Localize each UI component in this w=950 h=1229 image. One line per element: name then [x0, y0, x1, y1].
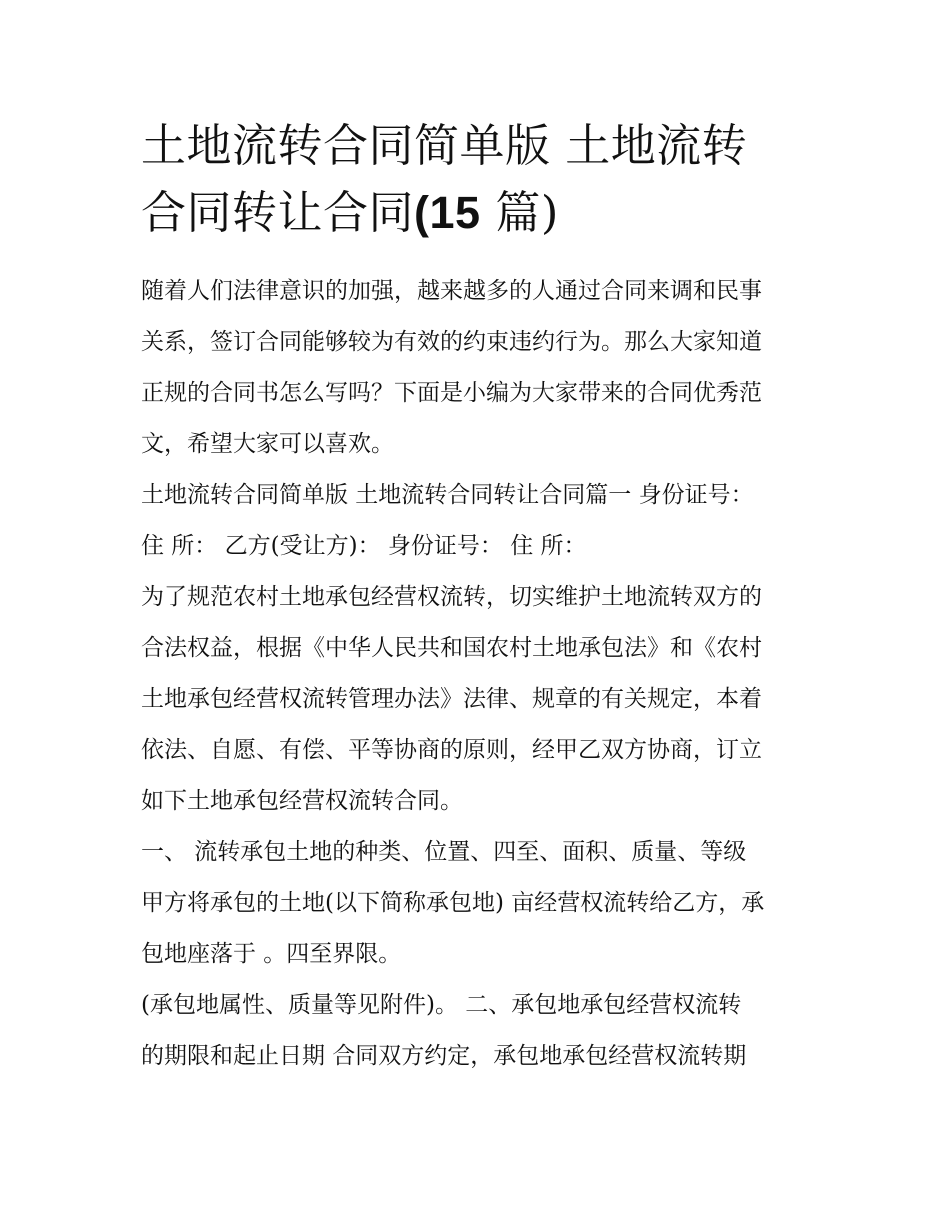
text-line: 土地承包经营权流转管理办法》法律、规章的有关规定，本着 [141, 686, 762, 712]
paragraph-clause-2 [141, 980, 813, 1082]
paragraph-clause-1 [141, 827, 813, 980]
title-count: (15 [414, 187, 481, 238]
title-line-1: 土地流转合同简单版 土地流转 [141, 119, 748, 172]
document-title [141, 112, 813, 246]
text-line: 的期限和起止日期 合同双方约定，承包地承包经营权流转期 [141, 1043, 747, 1069]
text-line: 文，希望大家可以喜欢。 [141, 431, 394, 457]
text-line: 依法、自愿、有偿、平等协商的原则，经甲乙双方协商，订立 [141, 737, 762, 763]
title-line-2-suffix: 篇) [480, 186, 559, 239]
paragraph-parties [141, 470, 813, 572]
document-body [141, 266, 813, 1082]
text-line: 如下土地承包经营权流转合同。 [141, 788, 463, 814]
title-line-2-text: 合同转让合同 [141, 186, 415, 239]
text-line: 一、 流转承包土地的种类、位置、四至、面积、质量、等级 [141, 839, 747, 865]
text-line: 包地座落于 。四至界限。 [141, 941, 402, 967]
text-line: 合法权益，根据《中华人民共和国农村土地承包法》和《农村 [141, 635, 762, 661]
title-line-2 [141, 179, 813, 246]
text-line: 土地流转合同简单版 土地流转合同转让合同篇一 身份证号： [141, 482, 754, 508]
text-line: 住 所： 乙方(受让方)： 身份证号： 住 所： [141, 533, 587, 559]
text-line: 正规的合同书怎么写吗？下面是小编为大家带来的合同优秀范 [141, 380, 762, 406]
paragraph-purpose [141, 572, 813, 827]
text-line: 随着人们法律意识的加强，越来越多的人通过合同来调和民事 [141, 278, 762, 304]
text-line: 甲方将承包的土地(以下简称承包地) 亩经营权流转给乙方，承 [141, 890, 765, 916]
text-line: 关系，签订合同能够较为有效的约束违约行为。那么大家知道 [141, 329, 762, 355]
paragraph-intro [141, 266, 813, 470]
document-content [141, 112, 813, 1082]
text-line: 为了规范农村土地承包经营权流转，切实维护土地流转双方的 [141, 584, 762, 610]
text-line: (承包地属性、质量等见附件)。 二、承包地承包经营权流转 [141, 992, 742, 1018]
